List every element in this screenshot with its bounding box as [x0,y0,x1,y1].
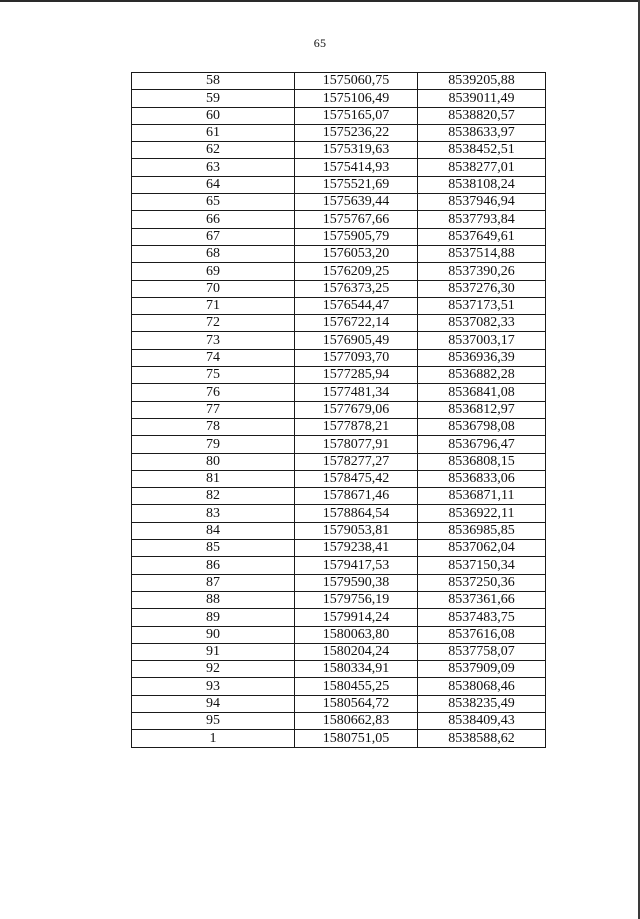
x-coordinate-cell: 1575521,69 [295,176,418,193]
x-coordinate-cell: 1575060,75 [295,73,418,90]
y-coordinate-cell: 8537361,66 [418,591,546,608]
x-coordinate-cell: 1580751,05 [295,730,418,747]
x-coordinate-cell: 1576373,25 [295,280,418,297]
x-coordinate-cell: 1579053,81 [295,522,418,539]
table-row [132,211,546,228]
point-number-cell: 86 [132,557,295,574]
y-coordinate-cell: 8538409,43 [418,712,546,729]
x-coordinate-cell: 1576209,25 [295,263,418,280]
point-number-cell: 64 [132,176,295,193]
y-coordinate-cell: 8538108,24 [418,176,546,193]
x-coordinate-cell: 1576722,14 [295,315,418,332]
y-coordinate-cell: 8536936,39 [418,349,546,366]
x-coordinate-cell: 1578671,46 [295,488,418,505]
x-coordinate-cell: 1579756,19 [295,591,418,608]
table-row [132,453,546,470]
y-coordinate-cell: 8537390,26 [418,263,546,280]
y-coordinate-cell: 8539205,88 [418,73,546,90]
x-coordinate-cell: 1580455,25 [295,678,418,695]
x-coordinate-cell: 1578277,27 [295,453,418,470]
table-row [132,626,546,643]
x-coordinate-cell: 1577878,21 [295,418,418,435]
y-coordinate-cell: 8537250,36 [418,574,546,591]
y-coordinate-cell: 8539011,49 [418,90,546,107]
point-number-cell: 95 [132,712,295,729]
x-coordinate-cell: 1580564,72 [295,695,418,712]
point-number-cell: 65 [132,194,295,211]
table-row [132,574,546,591]
x-coordinate-cell: 1575639,44 [295,194,418,211]
point-number-cell: 74 [132,349,295,366]
x-coordinate-cell: 1576544,47 [295,297,418,314]
x-coordinate-cell: 1579238,41 [295,540,418,557]
table-row [132,297,546,314]
point-number-cell: 84 [132,522,295,539]
point-number-cell: 75 [132,367,295,384]
x-coordinate-cell: 1575414,93 [295,159,418,176]
x-coordinate-cell: 1577093,70 [295,349,418,366]
table-row [132,142,546,159]
scan-edge-top [0,0,640,2]
y-coordinate-cell: 8537082,33 [418,315,546,332]
x-coordinate-cell: 1575165,07 [295,107,418,124]
x-coordinate-cell: 1580204,24 [295,643,418,660]
y-coordinate-cell: 8537616,08 [418,626,546,643]
table-row [132,418,546,435]
y-coordinate-cell: 8537062,04 [418,540,546,557]
point-number-cell: 88 [132,591,295,608]
point-number-cell: 59 [132,90,295,107]
x-coordinate-cell: 1575767,66 [295,211,418,228]
y-coordinate-cell: 8536812,97 [418,401,546,418]
table-row [132,245,546,262]
y-coordinate-cell: 8537514,88 [418,245,546,262]
y-coordinate-cell: 8538235,49 [418,695,546,712]
point-number-cell: 81 [132,470,295,487]
table-row [132,730,546,747]
y-coordinate-cell: 8538820,57 [418,107,546,124]
table-row [132,176,546,193]
point-number-cell: 82 [132,488,295,505]
table-row [132,73,546,90]
point-number-cell: 83 [132,505,295,522]
point-number-cell: 76 [132,384,295,401]
y-coordinate-cell: 8537276,30 [418,280,546,297]
x-coordinate-cell: 1575319,63 [295,142,418,159]
table-row [132,263,546,280]
point-number-cell: 69 [132,263,295,280]
point-number-cell: 85 [132,540,295,557]
y-coordinate-cell: 8537758,07 [418,643,546,660]
table-row [132,488,546,505]
y-coordinate-cell: 8538588,62 [418,730,546,747]
point-number-cell: 70 [132,280,295,297]
page-number: 65 [313,36,327,50]
y-coordinate-cell: 8536985,85 [418,522,546,539]
point-number-cell: 68 [132,245,295,262]
x-coordinate-cell: 1576905,49 [295,332,418,349]
point-number-cell: 67 [132,228,295,245]
x-coordinate-cell: 1577285,94 [295,367,418,384]
y-coordinate-cell: 8536808,15 [418,453,546,470]
point-number-cell: 58 [132,73,295,90]
x-coordinate-cell: 1575905,79 [295,228,418,245]
y-coordinate-cell: 8537150,34 [418,557,546,574]
y-coordinate-cell: 8537483,75 [418,609,546,626]
table-row [132,678,546,695]
table-row [132,315,546,332]
point-number-cell: 77 [132,401,295,418]
point-number-cell: 78 [132,418,295,435]
y-coordinate-cell: 8538277,01 [418,159,546,176]
x-coordinate-cell: 1579590,38 [295,574,418,591]
x-coordinate-cell: 1575106,49 [295,90,418,107]
table-row [132,159,546,176]
table-row [132,228,546,245]
point-number-cell: 66 [132,211,295,228]
y-coordinate-cell: 8537793,84 [418,211,546,228]
table-row [132,712,546,729]
x-coordinate-cell: 1579914,24 [295,609,418,626]
y-coordinate-cell: 8537003,17 [418,332,546,349]
table-row [132,90,546,107]
table-row [132,591,546,608]
point-number-cell: 1 [132,730,295,747]
x-coordinate-cell: 1580063,80 [295,626,418,643]
point-number-cell: 71 [132,297,295,314]
x-coordinate-cell: 1578864,54 [295,505,418,522]
x-coordinate-cell: 1579417,53 [295,557,418,574]
point-number-cell: 62 [132,142,295,159]
table-row [132,124,546,141]
point-number-cell: 91 [132,643,295,660]
point-number-cell: 61 [132,124,295,141]
table-row [132,557,546,574]
point-number-cell: 92 [132,661,295,678]
x-coordinate-cell: 1575236,22 [295,124,418,141]
x-coordinate-cell: 1576053,20 [295,245,418,262]
y-coordinate-cell: 8538068,46 [418,678,546,695]
table-row [132,349,546,366]
y-coordinate-cell: 8536796,47 [418,436,546,453]
y-coordinate-cell: 8537909,09 [418,661,546,678]
x-coordinate-cell: 1578475,42 [295,470,418,487]
y-coordinate-cell: 8537649,61 [418,228,546,245]
point-number-cell: 93 [132,678,295,695]
y-coordinate-cell: 8536833,06 [418,470,546,487]
y-coordinate-cell: 8536841,08 [418,384,546,401]
y-coordinate-cell: 8536922,11 [418,505,546,522]
point-number-cell: 89 [132,609,295,626]
table-row [132,436,546,453]
table-row [132,643,546,660]
point-number-cell: 63 [132,159,295,176]
table-row [132,384,546,401]
y-coordinate-cell: 8536882,28 [418,367,546,384]
table-row [132,280,546,297]
x-coordinate-cell: 1577679,06 [295,401,418,418]
table-row [132,332,546,349]
table-row [132,401,546,418]
point-number-cell: 79 [132,436,295,453]
table-row [132,107,546,124]
point-number-cell: 87 [132,574,295,591]
y-coordinate-cell: 8538452,51 [418,142,546,159]
table-row [132,367,546,384]
y-coordinate-cell: 8536798,08 [418,418,546,435]
x-coordinate-cell: 1580334,91 [295,661,418,678]
y-coordinate-cell: 8538633,97 [418,124,546,141]
x-coordinate-cell: 1580662,83 [295,712,418,729]
y-coordinate-cell: 8537173,51 [418,297,546,314]
table-row [132,661,546,678]
point-number-cell: 60 [132,107,295,124]
table-row [132,194,546,211]
point-number-cell: 94 [132,695,295,712]
table-row [132,522,546,539]
y-coordinate-cell: 8537946,94 [418,194,546,211]
table-row [132,695,546,712]
table-row [132,470,546,487]
point-number-cell: 90 [132,626,295,643]
coordinates-table-body [132,73,546,748]
x-coordinate-cell: 1578077,91 [295,436,418,453]
coordinates-table [131,72,546,748]
table-row [132,505,546,522]
x-coordinate-cell: 1577481,34 [295,384,418,401]
y-coordinate-cell: 8536871,11 [418,488,546,505]
point-number-cell: 72 [132,315,295,332]
point-number-cell: 73 [132,332,295,349]
point-number-cell: 80 [132,453,295,470]
table-row [132,609,546,626]
table-row [132,540,546,557]
